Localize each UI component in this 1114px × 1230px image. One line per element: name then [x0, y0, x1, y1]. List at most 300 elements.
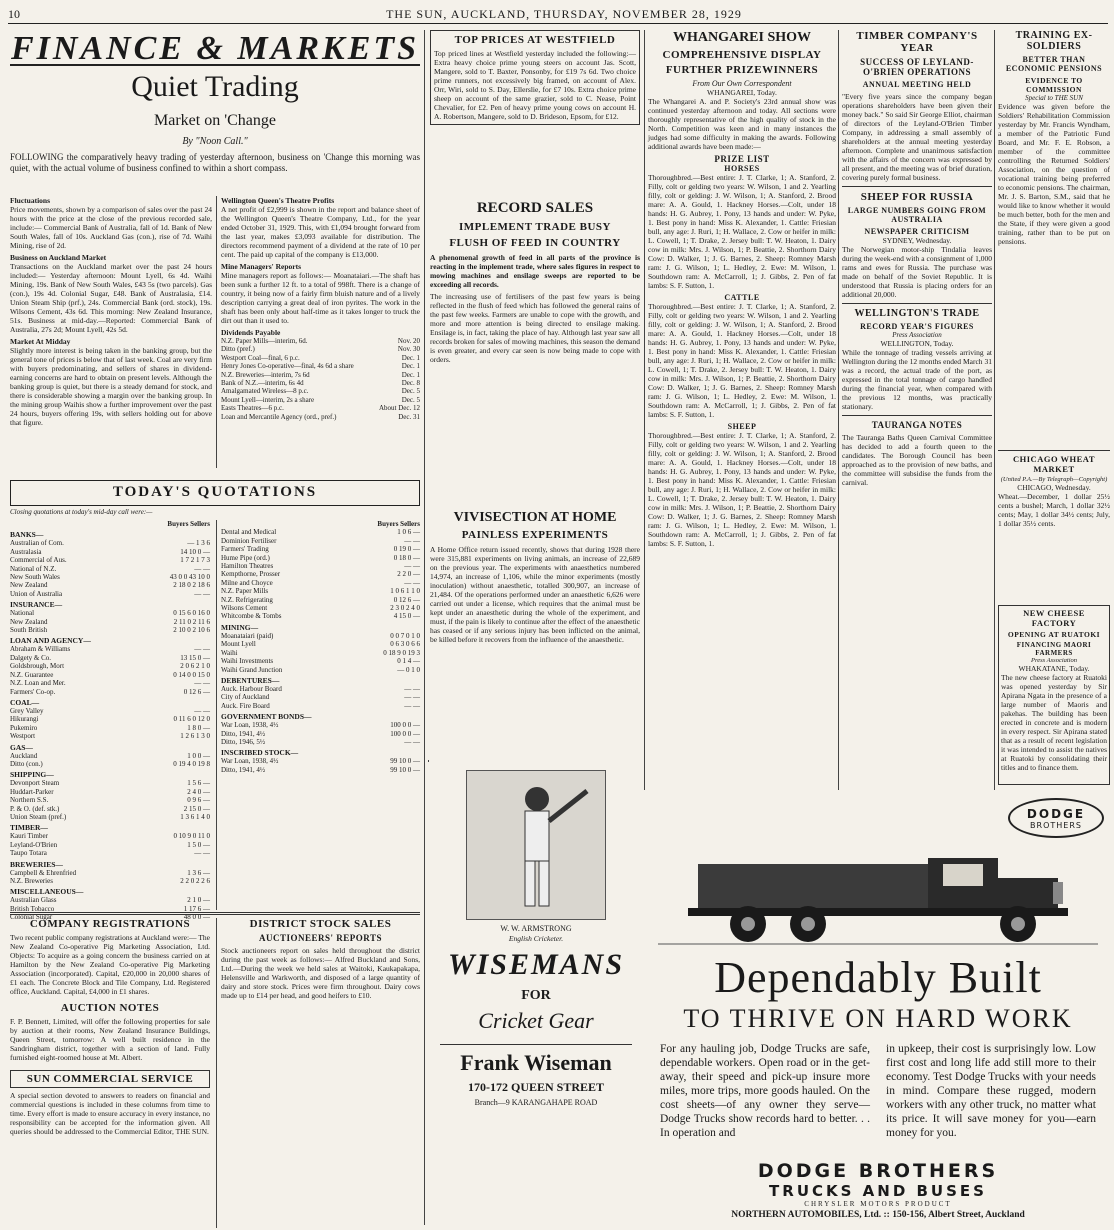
quotation-prices: 0 19 4 0 19 8 — [173, 759, 210, 768]
timber-subheading-2: ANNUAL MEETING HELD — [862, 80, 972, 89]
quotation-row — [10, 539, 210, 547]
quotation-stock: N.Z. Breweries — [10, 877, 53, 885]
quotation-prices: — — — [194, 706, 210, 715]
dodge-subheadline: TO THRIVE ON HARD WORK — [683, 1004, 1073, 1033]
quotation-prices: 0 12 6 — — [183, 687, 210, 696]
dividend-name: Mount Lyell—interim, 2s a share — [221, 395, 315, 404]
dividend-row — [221, 362, 420, 370]
sheep-heading: SHEEP — [727, 422, 757, 431]
prize-list-heading: PRIZE LIST — [714, 154, 770, 164]
quotation-stock: Farmers' Co-op. — [10, 687, 56, 696]
whangarei-article — [648, 30, 836, 790]
quotation-stock: Hikurangi — [10, 715, 39, 724]
dodge-headline: Dependably Built — [714, 953, 1042, 1002]
dividend-date: Dec. 8 — [401, 379, 420, 388]
prize-text-sheep: Thoroughbred.—Best entire: J. T. Clarke, 1; A. Stanford, 2. Filly, colt or gelding two years: W. Wilson, 1 and 2. Yearling filly, colt or gelding: J. W. Wilson, 1; A. Stanford, 2. Brood mare: A. A. Gould, 1. Hackney Horses.—Colt, under 18 hands: H. G. Aubrey, 1. Pony, 13 hands and under: W. Pyke, 1. Best pony in hand: Miss K. Alexander, 1. Cattle: Friesian bull, any age: J. Ruri, 1; H. Wallace, 2. Cow or heifer in milk: L. Cowell, 1; T. Drake, 2. Jersey bull: T. W. Heaton, 1. Dairy cow in milk: Mrs. J. Wilson, 1; P. Beattie, 2. Shorthorn Dairy Cow: D. Walker, 1; J. G. Barnes, 2. Sheep: Romney Marsh ram: J. G. Wilson, 1; L. Hedley, 2. Ewe: M. Wilson, 1. Southdown ram: A. McCarroll, 1; J. Gibbs, 2. Pen of fat lambs: S. F. Sutton, 1. — [648, 431, 836, 548]
quotation-prices: 1 2 6 1 3 0 — [180, 732, 210, 741]
quotation-row — [10, 556, 210, 564]
wisemans-advertisement — [430, 766, 642, 1228]
quotation-row — [10, 788, 210, 796]
quotation-prices: 0 14 0 0 15 0 — [173, 670, 210, 679]
dividend-name: N.Z. Breweries—interim, 7s 6d — [221, 370, 310, 379]
quotation-stock: Huddart-Parker — [10, 787, 54, 796]
truck-illustration — [658, 844, 1098, 948]
quotation-row — [221, 562, 420, 570]
quotation-stock: Milne and Choyce — [221, 578, 273, 587]
dividends-list — [221, 337, 420, 421]
commercial-text: A special section devoted to answers to readers on financial and commercial questions is included in these columns from time to time. Every effort is made to ensure accuracy in every instance, no responsibility can be accepted for the information given. All queries should be addressed to the Commercial Editor, THE SUN. — [10, 1091, 210, 1136]
quotation-prices: — 0 1 0 — [397, 665, 420, 674]
dodge-ad-panel — [646, 792, 1110, 1228]
quotation-section: DEBENTURES— — [221, 675, 280, 685]
auction-heading: AUCTION NOTES — [60, 1002, 160, 1014]
sheep-russia-dateline: SYDNEY, Wednesday. — [882, 236, 952, 245]
quotation-stock: Goldsbrough, Mort — [10, 662, 65, 671]
quotation-stock: Ditto, 1941, 4½ — [221, 765, 266, 774]
quotation-stock: Kempthorne, Prosser — [221, 570, 281, 579]
sheep-russia-subheading: LARGE NUMBERS GOING FROM AUSTRALIA — [847, 206, 987, 224]
quotation-row — [221, 596, 420, 604]
quotation-stock: Ditto, 1946, 5½ — [221, 737, 266, 746]
quotation-stock: British Tobacco — [10, 904, 55, 913]
quotation-row — [221, 657, 420, 665]
wisemans-address: 170-172 QUEEN STREET — [467, 1080, 605, 1094]
quotation-stock: Hamilton Theatres — [221, 562, 274, 571]
quotation-stock: Leyland-O'Brien — [10, 840, 58, 849]
timber-subheading: SUCCESS OF LEYLAND-O'BRIEN OPERATIONS — [860, 57, 974, 77]
wellington-trade-dateline: WELLINGTON, Today. — [880, 339, 954, 348]
quotation-prices: 0 19 0 — — [393, 545, 420, 554]
dodge-badge — [1008, 798, 1104, 838]
quotation-stock: N.Z. Guarantee — [10, 670, 54, 679]
horses-heading: HORSES — [724, 164, 760, 173]
mine-reports-text: Mine managers report as follows:— Moanataiari.—The shaft has been sunk a further 12 ft. to a total of 998ft. There is a change of country, it being now of a fairly firm bluish nature and of a lively description carrying a great deal of iron pyrites. The work in the shaft has been only about half-time as it takes longer to truck the dirt out than it used to. — [221, 271, 420, 325]
quotation-prices: 0 18 9 0 19 3 — [383, 648, 420, 657]
quotation-stock: Farmers' Trading — [221, 545, 269, 554]
finance-headline: Quiet Trading — [131, 70, 299, 103]
quotations-left-column — [10, 520, 210, 922]
quotation-stock: Commercial of Aus. — [10, 556, 67, 565]
quotation-prices: 1 5 6 — — [187, 779, 210, 788]
quotation-prices: 2 2 0 2 2 6 — [180, 877, 210, 885]
wisemans-name: Frank Wiseman — [460, 1050, 612, 1075]
quotation-stock: Dominion Fertiliser — [221, 536, 277, 545]
quotation-section: GOVERNMENT BONDS— — [221, 712, 312, 722]
quotation-stock: Hume Pipe (ord.) — [221, 553, 270, 562]
quotation-stock: Australian of Com. — [10, 539, 64, 548]
quotation-prices: 2 11 0 2 11 6 — [173, 617, 210, 626]
dividend-name: Ditto (pref.) — [221, 345, 255, 354]
quotation-section: LOAN AND AGENCY— — [10, 636, 91, 646]
quotation-stock: Grey Valley — [10, 706, 44, 715]
quotation-row — [221, 766, 420, 774]
quotation-prices: 2 4 0 — — [187, 787, 210, 796]
finance-lead: FOLLOWING the comparatively heavy trading of yesterday afternoon, business on 'Change this morning was quiet, with the actual volume of business confined to within a short compass. — [10, 152, 420, 173]
quotation-stock: P. & O. (def. stk.) — [10, 804, 60, 813]
quotation-row — [10, 548, 210, 556]
quotation-row — [10, 671, 210, 679]
quotation-section: COAL— — [10, 697, 40, 707]
finance-column-right — [216, 196, 420, 468]
quotation-stock: Australian Glass — [10, 896, 57, 905]
quotation-stock: Pukemiro — [10, 723, 38, 732]
quotation-row — [10, 618, 210, 626]
factory-heading: NEW CHEESE FACTORY — [1023, 608, 1085, 628]
quotation-section: GAS— — [10, 742, 33, 752]
quotation-prices: 0 1 4 — — [397, 657, 420, 666]
district-sales-column — [216, 918, 420, 1228]
quotation-stock: Moanataiari (paid) — [221, 631, 274, 640]
quotation-row — [10, 565, 210, 573]
quotation-row — [10, 626, 210, 634]
dividend-row — [221, 379, 420, 387]
quotation-row — [10, 813, 210, 821]
quotation-stock: Australasia — [10, 547, 42, 556]
quotation-section: INSCRIBED STOCK— — [221, 748, 299, 758]
district-text: Stock auctioneers report on sales held throughout the district during the past week as follows:— Alfred Buckland and Sons, Ltd.—During the week we held sales at Waitoki, Kaukapakapa, Helensville and Warkworth, and disposed of a large quantity of dairy and store stock. Prices were firm throughout. Dairy cows made up to £14 per head, and good heifers to £10. — [221, 946, 420, 1000]
quotation-row — [10, 581, 210, 589]
dividend-date: Dec. 5 — [401, 395, 420, 404]
finance-byline: By "Noon Call." — [182, 136, 248, 147]
dividend-date: Nov. 20 — [397, 337, 420, 345]
whangarei-subheading: COMPREHENSIVE DISPLAY — [662, 49, 822, 61]
midday-heading: Market At Midday — [10, 337, 71, 346]
record-sales-article — [430, 200, 640, 500]
quotation-row — [10, 662, 210, 670]
quotation-stock: Campbell & Ehrenfried — [10, 868, 77, 877]
quotation-stock: Dental and Medical — [221, 528, 277, 537]
quotation-row — [221, 604, 420, 612]
chicago-byline: (United P.A.—By Telegraph—Copyright) — [1000, 476, 1108, 483]
factory-dateline: WHAKATANE, Today. — [1018, 664, 1090, 673]
quotation-stock: South British — [10, 626, 48, 635]
quotations-column-heading: Buyers Sellers — [377, 520, 420, 528]
quotation-prices: 0 18 0 — — [393, 553, 420, 562]
midday-text: Slightly more interest is being taken in the banking group, but the general tone of prices is below that of last week. Coal are very firm with buyers predominating, and sellers of shares in dividend-earning concerns are hard to obtain on present levels. Although the banking group is quiet, but there is a steady demand for stock, and there is considerable showing a margin over the banking group. In the mining group Waihis show a further improvement over the past 24 hours, buyers offering 19s, with sellers holding out for above that figure. — [10, 346, 213, 427]
quotation-stock: Union of Australia — [10, 589, 63, 598]
dividend-name: Bank of N.Z.—interim, 6s 4d — [221, 379, 304, 388]
quotation-row — [10, 573, 210, 581]
quotation-stock: Waihi Investments — [221, 657, 274, 666]
quotation-prices: 2 1 0 — — [187, 896, 210, 905]
right-middle-column — [842, 30, 992, 790]
quotation-prices: — — — [404, 562, 420, 571]
quotation-stock: Wilsons Cement — [221, 604, 268, 613]
quotation-row — [10, 849, 210, 857]
quotations-title: TODAY'S QUOTATIONS — [10, 480, 420, 506]
photo-caption-name: W. W. ARMSTRONG — [500, 924, 572, 933]
factory-article — [998, 605, 1110, 785]
quotation-row — [221, 666, 420, 674]
finance-subhead: Market on 'Change — [154, 112, 276, 129]
quotation-prices: 13 15 0 — — [180, 653, 210, 662]
dividend-name: Amalgamated Wireless—8 p.c. — [221, 387, 309, 396]
quotation-stock: Kauri Timber — [10, 832, 48, 841]
record-subheading-2: FLUSH OF FEED IN COUNTRY — [449, 237, 621, 249]
dividend-date: Dec. 1 — [401, 353, 420, 362]
chrysler-line: CHRYSLER MOTORS PRODUCT — [804, 1200, 952, 1208]
wellington-trade-byline: Press Association — [892, 331, 942, 339]
quotation-prices: 1 7 2 1 7 3 — [180, 556, 210, 565]
quotation-row — [10, 832, 210, 840]
quotation-row — [221, 579, 420, 587]
vivisection-heading: VIVISECTION AT HOME — [453, 510, 617, 525]
record-heading: RECORD SALES — [476, 200, 594, 216]
quotation-prices: — — — [404, 684, 420, 693]
quotation-stock: Dalgety & Co. — [10, 653, 52, 662]
factory-subheading-2: FINANCING MAORI FARMERS — [1016, 641, 1092, 657]
finance-title: FINANCE & MARKETS — [10, 30, 420, 67]
quotation-section: INSURANCE— — [10, 600, 63, 610]
registrations-text: Two recent public company registrations at Auckland were:— The New Zealand Co-operative Pig Marketing Association, Ltd. Objects: To acquire as a going concern the business carried on at Hamilton by the New Zealand Co-operative Pig Marketing Association (incorporated). Capital, £20,000 in 20,000 shares of £1 each. The Concrete Block and Tile Company, Ltd. Registered office, Auckland. Capital, £4,000 in £1 shares. — [10, 933, 210, 996]
quotation-prices: 2 3 0 2 4 0 — [390, 604, 420, 613]
quotation-prices: 2 2 0 — — [397, 570, 420, 579]
quotation-stock: Abraham & Williams — [10, 645, 71, 654]
commercial-heading: SUN COMMERCIAL SERVICE — [10, 1070, 210, 1088]
quotation-row — [10, 715, 210, 723]
sheep-russia-text: The Norwegian motor-ship Tindalia leaves during the week-end with a consignment of 1,000 rams and ewes for Russia. The purchase was made on behalf of the Soviet Republic. It is understood that Russia is placing orders for an additional 20,000. — [842, 245, 992, 299]
quotation-stock: Whitcombe & Tombs — [221, 612, 282, 621]
quotation-stock: National — [10, 609, 35, 618]
quotation-prices: — — — [404, 536, 420, 545]
quotation-stock: Ditto, 1941, 4½ — [221, 729, 266, 738]
masthead — [8, 6, 1108, 24]
quotation-stock: Auck. Fire Board — [221, 701, 270, 710]
record-subheading: IMPLEMENT TRADE BUSY — [458, 221, 611, 233]
quotation-prices: 99 10 0 — — [390, 765, 420, 774]
quotation-row — [10, 896, 210, 904]
page-number: 10 — [8, 7, 20, 21]
training-heading: TRAINING EX-SOLDIERS — [1015, 30, 1093, 52]
quotation-row — [10, 645, 210, 653]
quotation-prices: — — — [194, 849, 210, 858]
business-heading: Business on Auckland Market — [10, 253, 107, 262]
quotation-prices: — — — [194, 589, 210, 598]
quotation-prices: 1 3 6 — — [187, 868, 210, 877]
quotation-row — [10, 805, 210, 813]
quotation-prices: 1 0 6 1 1 0 — [390, 587, 420, 596]
quotation-stock: Mount Lyell — [221, 640, 256, 649]
quotation-section: MISCELLANEOUS— — [10, 887, 84, 897]
dividend-date: Dec. 5 — [401, 387, 420, 396]
dodge-brand-line-2: TRUCKS AND BUSES — [769, 1182, 987, 1200]
quotation-row — [221, 685, 420, 693]
factory-byline: Press Association — [1030, 657, 1078, 664]
quotation-prices: — 1 3 6 — [187, 539, 210, 548]
timber-text: "Every five years since the company began operations shareholders have been given their money back." So said Sir George Elliot, chairman of directors of the Leyland-O'Brien Timber Company, in addressing a small assembly of shareholders at the annual meeting yesterday afternoon. Complete and unanimous satisfaction with the affairs of the concern was expressed by all present, and the meeting was of brief duration, covering purely formal business. — [842, 92, 992, 182]
quotation-stock: National of N.Z. — [10, 564, 57, 573]
fluctuations-text: Price movements, shown by a comparison of sales over the past 24 hours with the price at the close of the previous recorded sale, include:— Commercial Bank of Australia, fall of 1d. Bank of New South Wales, fall of 10s. Auckland Gas (con.), rise of 7d. Waihi Mining, rise of 2d. — [10, 205, 212, 250]
timber-heading: TIMBER COMPANY'S YEAR — [856, 30, 978, 54]
quotation-prices: 99 10 0 — — [390, 757, 420, 766]
dividend-row — [221, 345, 420, 353]
quotation-row — [221, 528, 420, 536]
sheep-russia-heading: SHEEP FOR RUSSIA — [860, 191, 974, 203]
newspaper-dateline: THE SUN, AUCKLAND, THURSDAY, NOVEMBER 28, 1929 — [386, 7, 742, 21]
quotation-row — [10, 841, 210, 849]
finance-column-left — [10, 196, 212, 468]
quotation-stock: Ditto (con.) — [10, 759, 43, 768]
wellington-theatre-text: A net profit of £2,999 is shown in the report and balance sheet of the Wellington Queen's Theatre Company, Ltd., for the year ended October 31, 1929. This, with £1,094 brought forward from the last year, makes £3,093 available for distribution. The directors recommend payment of a dividend at the rate of 10 per cent. The paid up capital of the company is £13,000. — [221, 205, 420, 259]
quotation-stock: New Zealand — [10, 581, 48, 590]
whangarei-byline: From Our Own Correspondent — [692, 79, 792, 88]
training-subheading-2: EVIDENCE TO COMMISSION — [1025, 76, 1083, 94]
vivisection-subheading: PAINLESS EXPERIMENTS — [461, 529, 609, 541]
quotation-row — [221, 612, 420, 620]
quotation-prices: 0 12 6 — — [393, 595, 420, 604]
quotation-row — [10, 877, 210, 885]
quotation-prices: — — — [194, 564, 210, 573]
dealer-line: NORTHERN AUTOMOBILES, Ltd. :: 150-156, Albert Street, Auckland — [731, 1210, 1025, 1220]
quotation-prices: 1 0 0 — — [187, 751, 210, 760]
top-prices-text: Top priced lines at Westfield yesterday included the following:— Extra heavy choice prime young steers on account Jas. Scott, Mangere, sold to T. Baxter, Ponsonby, for £19 7s 6d. Two choice prime runners, not excessively big framed, on account of Alex. Orr, Wiri, sold to S. Day, Ellerslie, for £7 10s. Extra choice prime sheep on account of the same grazier, sold to C. Nease, Point Chevalier, for £2. Pen of heavy prime young cows on account H. A. Robertson, Mangere, sold to D. Brideson, Epsom, for £12. — [434, 49, 636, 121]
dividend-row — [221, 404, 420, 412]
prize-text: Thoroughbred.—Best entire: J. T. Clarke, 1; A. Stanford, 2. Filly, colt or gelding two years: W. Wilson, 1 and 2. Yearling filly, colt or gelding: J. W. Wilson, 1; A. Stanford, 2. Brood mare: A. A. Gould, 1. Hackney Horses.—Colt, under 18 hands: H. G. Aubrey, 1. Pony, 13 hands and under: W. Pyke, 1. Best pony in hand: Miss K. Alexander, 1. Cattle: Friesian bull, any age: J. Ruri, 1; H. Wallace, 2. Cow or heifer in milk: L. Cowell, 1; T. Drake, 2. Jersey bull: T. W. Heaton, 1. Dairy cow in milk: Mrs. J. Wilson, 1; P. Beattie, 2. Shorthorn Dairy Cow: D. Walker, 1; J. G. Barnes, 2. Sheep: Romney Marsh ram: J. G. Wilson, 1; L. Hedley, 2. Ewe: M. Wilson, 1. Southdown ram: A. McCarroll, 1; J. Gibbs, 2. Pen of fat lambs: S. F. Sutton, 1. — [648, 173, 836, 290]
dividend-name: Loan and Mercantile Agency (ord., pref.) — [221, 412, 337, 421]
quotation-row — [221, 649, 420, 657]
badge-bottom: BROTHERS — [1030, 820, 1082, 830]
quotation-prices: 48 0 0 — — [183, 913, 210, 922]
whangarei-dateline: WHANGAREI, Today. — [707, 88, 777, 97]
wellington-trade-heading: WELLINGTON'S TRADE — [854, 308, 980, 319]
quotation-stock: N.Z. Paper Mills — [221, 587, 269, 596]
quotation-stock: N.Z. Refrigerating — [221, 595, 273, 604]
cricketer-icon — [467, 771, 607, 921]
quotation-row — [10, 869, 210, 877]
quotation-prices: 1 3 6 1 4 0 — [180, 812, 210, 821]
quotation-row — [221, 632, 420, 640]
quotation-prices: 100 0 0 — — [390, 721, 420, 730]
dividend-name: Westport Coal—final, 6 p.c. — [221, 353, 300, 362]
quotation-prices: 0 9 6 — — [187, 796, 210, 805]
badge-top: DODGE — [1026, 806, 1086, 821]
quotation-row — [10, 707, 210, 715]
whangarei-text: The Whangarei A. and P. Society's 23rd annual show was continued yesterday afternoon and today. All sections were thoroughly representative of the high quality of stock in the North. Competition was keen and in many instances the judges had some difficulty in making the awards. Following additional awards have been made:— — [648, 97, 836, 151]
quotation-prices: — — — [404, 578, 420, 587]
tauranga-heading: TAURANGA NOTES — [871, 420, 963, 430]
quotation-row — [10, 779, 210, 787]
whangarei-subheading-2: FURTHER PRIZEWINNERS — [665, 64, 819, 76]
wisemans-for: FOR — [521, 988, 551, 1003]
training-text: Evidence was given before the Soldiers' Rehabilitation Commission yesterday by Mr. Francis Wyndham, a member of the Patriotic Fund Board, and Mr. F. E. Robson, a member of the committee controlling the Returned Soldiers' Association, on the question of vocational training being preferred to economic pensions. The chairman, Mr. J. S. Barton, S.M., said that he would like to know whether it would be much better, both for the men and the State, if they were given a good training, rather than to be put on pensions. — [998, 102, 1110, 246]
dividend-date: Nov. 30 — [397, 345, 420, 354]
dividend-name: N.Z. Paper Mills—interim, 6d. — [221, 337, 308, 345]
factory-subheading: OPENING AT RUATOKI — [1007, 630, 1101, 639]
quotation-prices: 1 5 0 — — [187, 840, 210, 849]
cricketer-photo — [466, 770, 606, 920]
quotation-stock: Westport — [10, 732, 36, 741]
auction-text: F. P. Bennett, Limited, will offer the following properties for sale by auction at their rooms, New Zealand Insurance Buildings, Queen Street, tomorrow: A well built residence in the Sandringham district, together with a section of land. Fully furnished eight-roomed house at Mt. Albert. — [10, 1017, 210, 1062]
quotation-row — [221, 757, 420, 765]
dodge-body-right: in upkeep, their cost is surprisingly low. Low first cost and long life add still more to their economy. Test Dodge Trucks with your needs in mind. Compare these rugged, modern workers with any other truck, no matter what its price. It will save money for you—earn money for you. — [886, 1043, 1097, 1139]
quotation-prices: — — — [404, 701, 420, 710]
dividend-row — [221, 413, 420, 421]
quotation-stock: Waihi Grand Junction — [221, 665, 283, 674]
quotation-prices: 0 15 6 0 16 0 — [173, 609, 210, 618]
quotation-stock: N.Z. Loan and Mer. — [10, 679, 66, 688]
quotation-stock: Union Steam (pref.) — [10, 812, 67, 821]
quotation-row — [10, 752, 210, 760]
quotation-section: MINING— — [221, 622, 259, 632]
dividend-row — [221, 387, 420, 395]
dividend-row — [221, 354, 420, 362]
quotation-section: SHIPPING— — [10, 770, 54, 780]
quotation-prices: 0 6 3 0 6 6 — [390, 640, 420, 649]
quotation-section: BREWERIES— — [10, 859, 63, 869]
dividend-name: Easts Theatres—6 p.c. — [221, 404, 284, 413]
top-prices-heading: TOP PRICES AT WESTFIELD — [454, 34, 616, 46]
quotation-row — [221, 537, 420, 545]
quotation-prices: 0 11 6 0 12 0 — [173, 715, 210, 724]
wellington-trade-subheading: RECORD YEAR'S FIGURES — [860, 322, 974, 331]
dividend-date: Dec. 31 — [398, 412, 420, 421]
quotation-row — [221, 693, 420, 701]
quotation-prices: 2 18 0 2 18 6 — [173, 581, 210, 590]
quotation-prices: 4 15 0 — — [393, 612, 420, 621]
quotation-row — [10, 760, 210, 768]
chicago-article — [998, 450, 1110, 600]
dodge-body-left: For any hauling job, Dodge Trucks are safe, dependable workers. Open road or in the get-away, their speed and pick-up insure more miles, more trips, more goods hauled. On the cost sheets—of any owner they serve—Dodge Trucks show records hard to better. . . In operation and — [660, 1043, 870, 1139]
dividend-date: Dec. 1 — [401, 370, 420, 379]
mine-reports-heading: Mine Managers' Reports — [221, 262, 301, 271]
quotation-prices: 14 10 0 — — [180, 547, 210, 556]
quotation-prices: 100 0 0 — — [390, 729, 420, 738]
chicago-text: Wheat.—December, 1 dollar 25½ cents a bushel; March, 1 dollar 32½ cents; May, 1 dollar 34½ cents; July, 1 dollar 35½ cents. — [998, 492, 1110, 528]
quotation-stock: New Zealand — [10, 617, 48, 626]
dividend-row — [221, 371, 420, 379]
quotation-prices: 1 17 6 — — [183, 904, 210, 913]
cattle-heading: CATTLE — [724, 293, 760, 302]
dividend-date: Dec. 1 — [401, 362, 420, 371]
quotation-stock: Taupo Totara — [10, 849, 47, 858]
quotation-prices: — — — [404, 737, 420, 746]
dividend-name: Henry Jones Co-operative—final, 4s 6d a share — [221, 362, 354, 371]
whangarei-heading: WHANGAREI SHOW — [672, 30, 812, 45]
quotation-stock: Northern S.S. — [10, 796, 49, 805]
district-heading: DISTRICT STOCK SALES — [249, 918, 392, 930]
quotation-section: TIMBER— — [10, 823, 48, 833]
training-byline: Special to THE SUN — [1025, 94, 1083, 102]
vivisection-text: A Home Office return issued recently, shows that during 1928 there were 315,881 experiments on living animals, an increase of 22,689 on the previous year. The experiments with anaesthetics numbered 14,974, an increase of 1,106, while the minor experiments (mostly inoculation) without anaesthetic, totalled 300,907, an increase of 21,484. Of the operations performed under an anaesthetic 6,626 were carried out under a license, which requires that the animal must be kept under an anaesthetic during the whole of the experiment, and must, if the pain is likely to continue after the effect of the anaesthetic has ceased or if any serious injury has been inflicted on the animal, be killed before it recovers from the influence of the anaesthetic. — [430, 545, 640, 644]
quotation-prices: 0 0 7 0 1 0 — [390, 631, 420, 640]
dodge-brand-line-1: DODGE BROTHERS — [757, 1160, 999, 1182]
quotation-row — [10, 688, 210, 696]
chicago-heading: CHICAGO WHEAT MARKET — [1013, 454, 1095, 474]
quotation-row — [221, 702, 420, 710]
quotation-row — [10, 732, 210, 740]
tauranga-text: The Tauranga Baths Queen Carnival Committee has decided to add a fourth queen to the candidates. The Borough Council has been approached as to the provision of new baths, and the committee will subsidise the funds from the carnival. — [842, 433, 992, 487]
factory-text: The new cheese factory at Ruatoki was opened yesterday by Sir Apirana Ngata in the presence of a large number of Maoris and pakehas. The building has been erected in concrete and is modern in every respect. Sir Apirana stated that as a result of recent legislation it was intended to assist the natives at Ruatoki by consolidating their titles and to finance them. — [1001, 673, 1107, 772]
quotation-row — [221, 570, 420, 578]
district-subheading: AUCTIONEERS' REPORTS — [259, 933, 382, 943]
wisemans-title: WISEMANS — [447, 948, 625, 981]
registrations-heading: COMPANY REGISTRATIONS — [29, 918, 191, 930]
quotation-prices: — — — [194, 679, 210, 688]
business-text: Transactions on the Auckland market over the past 24 hours included:— Yesterday afternoon: Mount Lyell, 6s 4d. Waihi Mining, 19s. Bank of New South Wales, £43 5s (two parcels). Gas (con.), 19s 4d. Colonial Sugar, £48. Bank of Australasia, £14. Union Steam Ship (prf.), 24s. Commercial Bank (ord. stock), 19s. Wilsons Cement, 43s 6d. This morning: New Zealand Insurance, 51s. Business at mid-day.—Reported: Commercial Bank of Australia, 27s 2d; Mount Lyell, 42s 5d. — [10, 262, 212, 334]
quotations-right-column — [216, 520, 420, 910]
quotation-row — [10, 679, 210, 687]
quotation-row — [10, 724, 210, 732]
quotation-stock: City of Auckland — [221, 693, 270, 702]
training-subheading: BETTER THAN ECONOMIC PENSIONS — [1005, 55, 1103, 73]
quotation-prices: 1 0 6 — — [397, 528, 420, 537]
quotation-row — [221, 554, 420, 562]
vivisection-article — [430, 510, 640, 760]
quotation-stock: New South Wales — [10, 573, 60, 582]
wisemans-branch: Branch—9 KARANGAHAPE ROAD — [474, 1098, 598, 1107]
quotation-prices: 43 0 0 43 10 0 — [169, 573, 210, 582]
truck-icon — [658, 844, 1098, 948]
